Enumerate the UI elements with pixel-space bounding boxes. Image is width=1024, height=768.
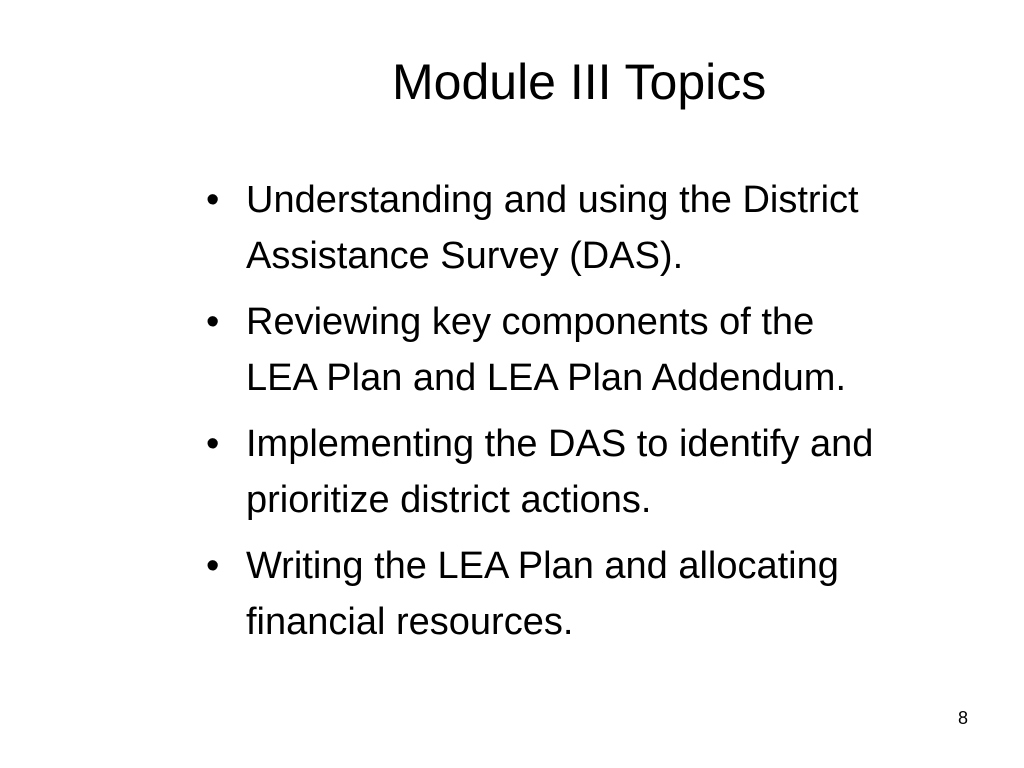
bullet-marker: • [206, 423, 220, 465]
bullet-item [206, 172, 1006, 284]
bullet-item [206, 538, 1006, 650]
page-number: 8 [958, 708, 969, 728]
slide-title: Module III Topics [392, 54, 767, 110]
bullet-item [206, 416, 1006, 528]
bullet-item [206, 294, 1006, 406]
bullet-text-line: Reviewing key components of the [246, 301, 815, 343]
bullet-marker: • [206, 179, 220, 221]
bullet-text-line: Assistance Survey (DAS). [246, 235, 684, 277]
bullet-text-line: financial resources. [246, 601, 574, 643]
bullet-text-line: prioritize district actions. [246, 479, 652, 521]
bullet-text-line: Writing the LEA Plan and allocating [246, 545, 839, 587]
bullet-marker: • [206, 301, 220, 343]
bullet-text-line: Implementing the DAS to identify and [246, 423, 874, 465]
bullet-text-line: Understanding and using the District [246, 179, 859, 221]
bullet-list [206, 172, 1006, 660]
bullet-text-line: LEA Plan and LEA Plan Addendum. [246, 357, 847, 399]
bullet-marker: • [206, 545, 220, 587]
